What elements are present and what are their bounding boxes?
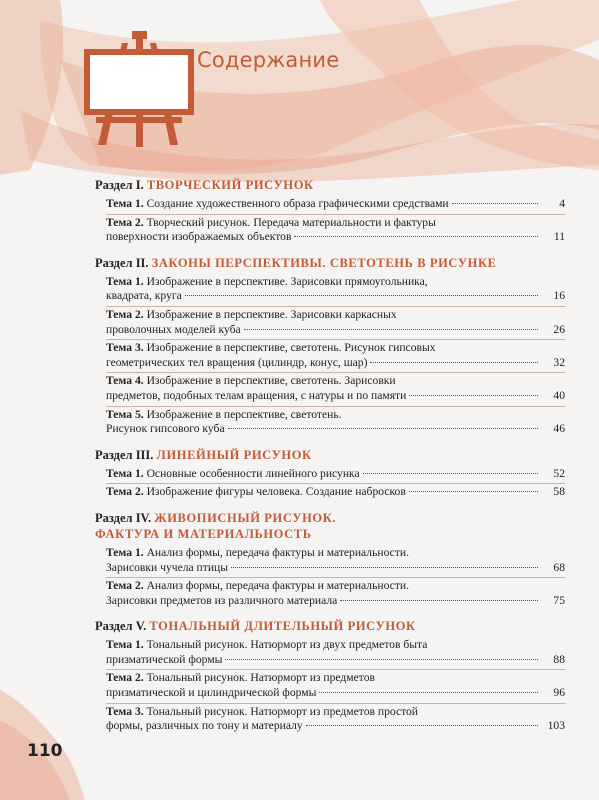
page-title: Содержание bbox=[197, 48, 340, 72]
topic-text: Анализ формы, передача фактуры и материальности. bbox=[146, 579, 409, 593]
section-name: ЗАКОНЫ ПЕРСПЕКТИВЫ. СВЕТОТЕНЬ В РИСУНКЕ bbox=[151, 255, 497, 270]
page-number: 110 bbox=[27, 741, 63, 761]
section-name: ЛИНЕЙНЫЙ РИСУНОК bbox=[156, 447, 312, 462]
topic-label: Тема 3. bbox=[106, 704, 144, 718]
topic-label: Тема 1. bbox=[106, 545, 144, 559]
page-reference: 58 bbox=[553, 485, 565, 499]
leader-dots bbox=[306, 725, 538, 726]
section-label: Раздел II. bbox=[95, 255, 149, 270]
topic-label: Тема 1. bbox=[106, 466, 144, 480]
section-title[interactable] bbox=[95, 510, 565, 542]
topic-text: формы, различных по тону и материалу bbox=[106, 719, 303, 733]
topic-text: Изображение фигуры человека. Создание набросков bbox=[146, 485, 406, 499]
toc-entry[interactable] bbox=[106, 637, 565, 669]
section-title[interactable] bbox=[95, 618, 565, 634]
leader-dots bbox=[409, 491, 538, 492]
topic-text: Зарисовки чучела птицы bbox=[106, 560, 229, 574]
topic-text: поверхности изображаемых объектов bbox=[106, 230, 292, 244]
section-name: ТВОРЧЕСКИЙ РИСУНОК bbox=[146, 178, 314, 192]
easel-icon bbox=[78, 25, 200, 147]
leader-dots bbox=[370, 362, 538, 363]
topic-text: Зарисовки предметов из различного материала bbox=[106, 593, 338, 607]
toc-entry[interactable] bbox=[106, 196, 565, 214]
topic-text: предметов, подобных телам вращения, с натуры и по памяти bbox=[106, 388, 407, 402]
section-1 bbox=[95, 177, 565, 247]
topic-label: Тема 5. bbox=[106, 407, 144, 421]
section-label: Раздел V. bbox=[95, 619, 147, 634]
toc-entry[interactable] bbox=[106, 483, 565, 502]
page-reference: 46 bbox=[553, 422, 565, 436]
leader-dots bbox=[452, 203, 538, 204]
topic-text: геометрических тел вращения (цилиндр, конус, шар) bbox=[106, 355, 368, 369]
topic-text: Тональный рисунок. Натюрморт из двух предметов быта bbox=[146, 638, 428, 652]
leader-dots bbox=[319, 692, 538, 693]
leader-dots bbox=[363, 473, 538, 474]
topic-label: Тема 3. bbox=[106, 341, 144, 355]
leader-dots bbox=[231, 567, 538, 568]
section-label: Раздел I. bbox=[95, 178, 144, 192]
topic-text: квадрата, круга bbox=[106, 289, 182, 303]
table-of-contents bbox=[95, 177, 565, 744]
section-5 bbox=[95, 618, 565, 736]
section-name: ТОНАЛЬНЫЙ ДЛИТЕЛЬНЫЙ РИСУНОК bbox=[149, 619, 416, 634]
leader-dots bbox=[228, 428, 538, 429]
topic-text: Рисунок гипсового куба bbox=[106, 422, 225, 436]
section-title[interactable] bbox=[95, 177, 565, 193]
topic-label: Тема 1. bbox=[106, 638, 144, 652]
section-name: ЖИВОПИСНЫЙ РИСУНОК. bbox=[154, 510, 337, 525]
toc-entry[interactable] bbox=[106, 466, 565, 484]
section-3 bbox=[95, 447, 565, 502]
topic-text: Изображение в перспективе, светотень. Зарисовки bbox=[146, 374, 396, 388]
section-title[interactable] bbox=[95, 447, 565, 463]
topic-label: Тема 2. bbox=[106, 671, 144, 685]
page-reference: 68 bbox=[553, 560, 565, 574]
topic-text: Основные особенности линейного рисунка bbox=[146, 466, 360, 480]
topic-label: Тема 2. bbox=[106, 215, 144, 229]
toc-entry[interactable] bbox=[106, 372, 565, 405]
toc-entry[interactable] bbox=[106, 339, 565, 372]
page-reference: 16 bbox=[553, 289, 565, 303]
topic-label: Тема 2. bbox=[106, 307, 144, 321]
page-reference: 88 bbox=[553, 652, 565, 666]
topic-text: Изображение в перспективе, светотень. bbox=[146, 407, 342, 421]
page-reference: 52 bbox=[553, 466, 565, 480]
leader-dots bbox=[244, 329, 538, 330]
topic-text: Тональный рисунок. Натюрморт из предметов bbox=[146, 671, 375, 685]
topic-label: Тема 1. bbox=[106, 197, 144, 210]
page-reference: 75 bbox=[553, 593, 565, 607]
topic-label: Тема 2. bbox=[106, 579, 144, 593]
section-name-continued: ФАКТУРА И МАТЕРИАЛЬНОСТЬ bbox=[95, 526, 312, 541]
section-title[interactable] bbox=[95, 255, 565, 271]
page-reference: 32 bbox=[553, 355, 565, 369]
topic-text: Анализ формы, передача фактуры и материальности. bbox=[146, 545, 409, 559]
toc-entry[interactable] bbox=[106, 406, 565, 439]
leader-dots bbox=[185, 295, 538, 296]
topic-text: Создание художественного образа графическими средствами bbox=[146, 197, 449, 210]
page-reference: 40 bbox=[553, 388, 565, 402]
leader-dots bbox=[409, 395, 538, 396]
toc-entry[interactable] bbox=[106, 577, 565, 610]
section-2 bbox=[95, 255, 565, 439]
leader-dots bbox=[340, 600, 538, 601]
section-4 bbox=[95, 510, 565, 610]
topic-text: Изображение в перспективе, светотень. Рисунок гипсовых bbox=[146, 341, 436, 355]
topic-text: проволочных моделей куба bbox=[106, 322, 241, 336]
section-label: Раздел IV. bbox=[95, 510, 152, 525]
topic-label: Тема 1. bbox=[106, 274, 144, 288]
topic-text: Тональный рисунок. Натюрморт из предметов простой bbox=[146, 704, 419, 718]
topic-text: Изображение в перспективе. Зарисовки каркасных bbox=[146, 307, 397, 321]
topic-text: Изображение в перспективе. Зарисовки прямоугольника, bbox=[146, 274, 428, 288]
section-label: Раздел III. bbox=[95, 447, 154, 462]
page-reference: 96 bbox=[553, 686, 565, 700]
page-reference: 26 bbox=[553, 322, 565, 336]
topic-text: Творческий рисунок. Передача материальности и фактуры bbox=[146, 215, 436, 229]
toc-entry[interactable] bbox=[106, 306, 565, 339]
page-reference: 103 bbox=[547, 719, 565, 733]
page-reference: 11 bbox=[553, 230, 565, 244]
topic-text: призматической формы bbox=[106, 652, 223, 666]
topic-label: Тема 2. bbox=[106, 485, 144, 499]
toc-entry[interactable] bbox=[106, 545, 565, 577]
topic-label: Тема 4. bbox=[106, 374, 144, 388]
leader-dots bbox=[225, 659, 538, 660]
toc-entry[interactable] bbox=[106, 274, 565, 306]
toc-entry[interactable] bbox=[106, 669, 565, 702]
page-reference: 4 bbox=[559, 197, 565, 210]
topic-text: призматической и цилиндрической формы bbox=[106, 686, 317, 700]
toc-entry[interactable] bbox=[106, 703, 565, 736]
toc-entry[interactable] bbox=[106, 214, 565, 247]
leader-dots bbox=[294, 236, 538, 237]
